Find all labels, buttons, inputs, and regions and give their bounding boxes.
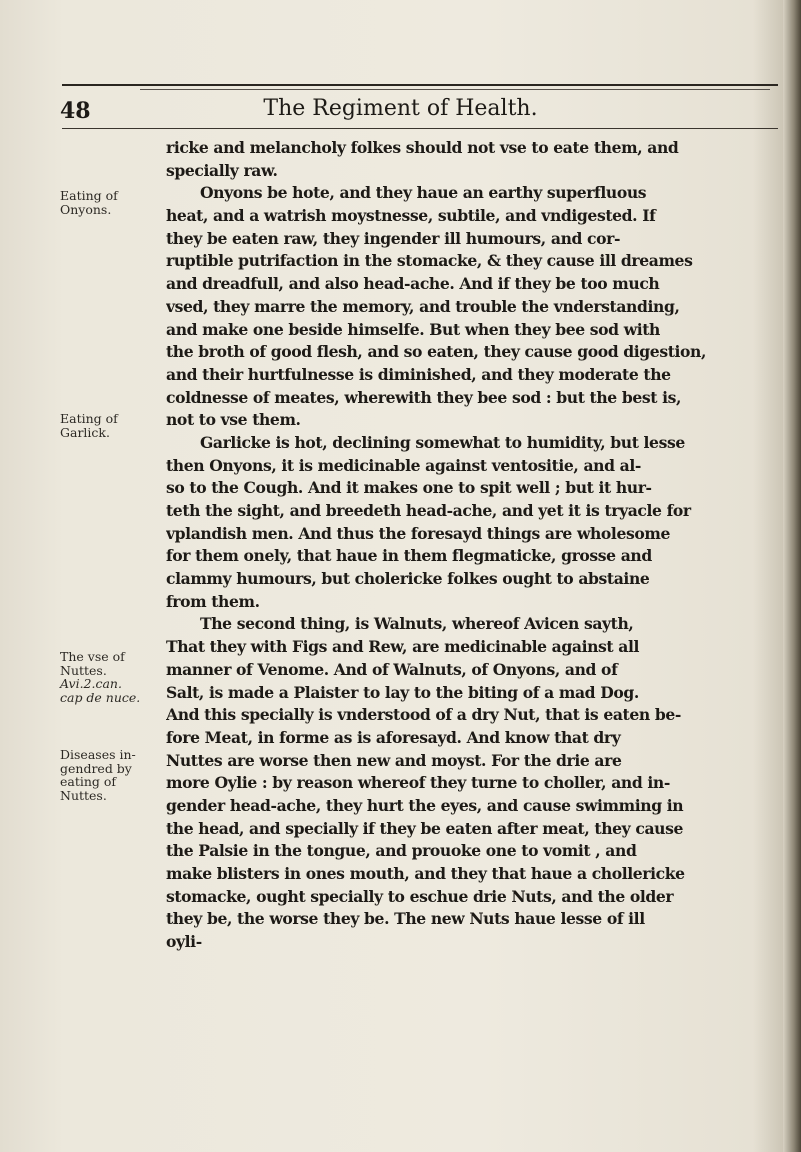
margin-note-diseases xyxy=(60,748,164,802)
margin-note-line: Eating of xyxy=(60,188,118,203)
page-number: 48 xyxy=(60,98,91,124)
text-line: clammy humours, but cholericke folkes ought to abstaine xyxy=(166,569,650,589)
text-line: gender head-ache, they hurt the eyes, and cause swimming in xyxy=(166,795,684,815)
top-rule xyxy=(62,84,778,86)
text-line: and make one beside himselfe. But when they bee sod with xyxy=(166,319,660,339)
text-line: and dreadfull, and also head-ache. And if they be too much xyxy=(166,274,660,294)
text-line: they be eaten raw, they ingender ill humours, and cor- xyxy=(166,228,621,248)
margin-note-nuttes xyxy=(60,650,164,704)
text-line: so to the Cough. And it makes one to spit well ; but it hur- xyxy=(166,478,652,498)
text-line: That they with Figs and Rew, are medicinable against all xyxy=(166,637,640,657)
text-line: more Oylie : by reason whereof they turne to choller, and in- xyxy=(166,773,670,793)
text-line: ricke and melancholy folkes should not vse to eate them, and xyxy=(166,138,679,157)
text-line: the broth of good flesh, and so eaten, they cause good digestion, xyxy=(166,342,706,362)
text-line: vsed, they marre the memory, and trouble the vnderstanding, xyxy=(166,296,680,316)
text-line: specially raw. xyxy=(166,160,278,180)
top-rule-thin xyxy=(140,89,770,90)
text-line: coldnesse of meates, wherewith they bee sod : but the best is, xyxy=(166,387,682,407)
text-line: oyli- xyxy=(166,932,202,952)
margin-note-line: Garlick. xyxy=(60,424,110,440)
text-line: from them. xyxy=(166,591,260,611)
running-title: The Regiment of Health. xyxy=(263,96,538,121)
text-line: Nuttes are worse then new and moyst. For the drie are xyxy=(166,750,622,770)
margin-note-line: eating of xyxy=(60,774,117,789)
text-line: Garlicke is hot, declining somewhat to humidity, but lesse xyxy=(200,432,685,452)
text-line: Salt, is made a Plaister to lay to the biting of a mad Dog. xyxy=(166,682,639,702)
text-line: the head, and specially if they be eaten after meat, they cause xyxy=(166,818,683,838)
text-line: not to vse them. xyxy=(166,410,301,430)
margin-note-line: Diseases in- xyxy=(60,747,136,762)
margin-note-line: Nuttes. xyxy=(60,787,107,803)
margin-note-onyons xyxy=(60,189,164,216)
text-line: make blisters in ones mouth, and they that haue a chollericke xyxy=(166,864,685,883)
text-line: stomacke, ought specially to eschue drie Nuts, and the older xyxy=(166,886,674,906)
text-line: then Onyons, it is medicinable against ventositie, and al- xyxy=(166,455,641,475)
margin-note-garlick xyxy=(60,412,164,439)
text-line: And this specially is vnderstood of a dry Nut, that is eaten be- xyxy=(166,705,681,725)
margin-note-line: The vse of xyxy=(60,649,125,664)
margin-note-line: Nuttes. xyxy=(60,662,107,678)
margin-note-line: Avi.2.can. xyxy=(60,676,122,691)
text-line: heat, and a watrish moystnesse, subtile, and vndigested. If xyxy=(166,206,656,226)
text-line: ruptible putrifaction in the stomacke, & they cause ill dreames xyxy=(166,251,693,271)
text-line: fore Meat, in forme as is aforesayd. And know that dry xyxy=(166,727,621,747)
margin-note-line: Eating of xyxy=(60,411,118,426)
text-line: teth the sight, and breedeth head-ache, and yet it is tryacle for xyxy=(166,501,691,520)
text-line: they be, the worse they be. The new Nuts haue lesse of ill xyxy=(166,909,645,929)
margin-note-line: gendred by xyxy=(60,760,132,776)
text-line: The second thing, is Walnuts, whereof Avicen sayth, xyxy=(200,614,634,634)
text-line: and their hurtfulnesse is diminished, and they moderate the xyxy=(166,364,671,384)
margin-note-line: cap de nuce. xyxy=(60,689,141,705)
body-text xyxy=(166,137,778,954)
page-gutter-shadow xyxy=(783,0,801,1152)
text-line: the Palsie in the tongue, and prouoke one to vomit , and xyxy=(166,841,637,861)
header-rule xyxy=(62,128,778,129)
margin-note-line: Onyons. xyxy=(60,201,112,217)
text-line: vplandish men. And thus the foresayd things are wholesome xyxy=(166,523,670,543)
text-line: Onyons be hote, and they haue an earthy superfluous xyxy=(200,183,647,203)
text-line: for them onely, that haue in them flegmaticke, grosse and xyxy=(166,546,652,566)
text-line: manner of Venome. And of Walnuts, of Onyons, and of xyxy=(166,659,618,679)
